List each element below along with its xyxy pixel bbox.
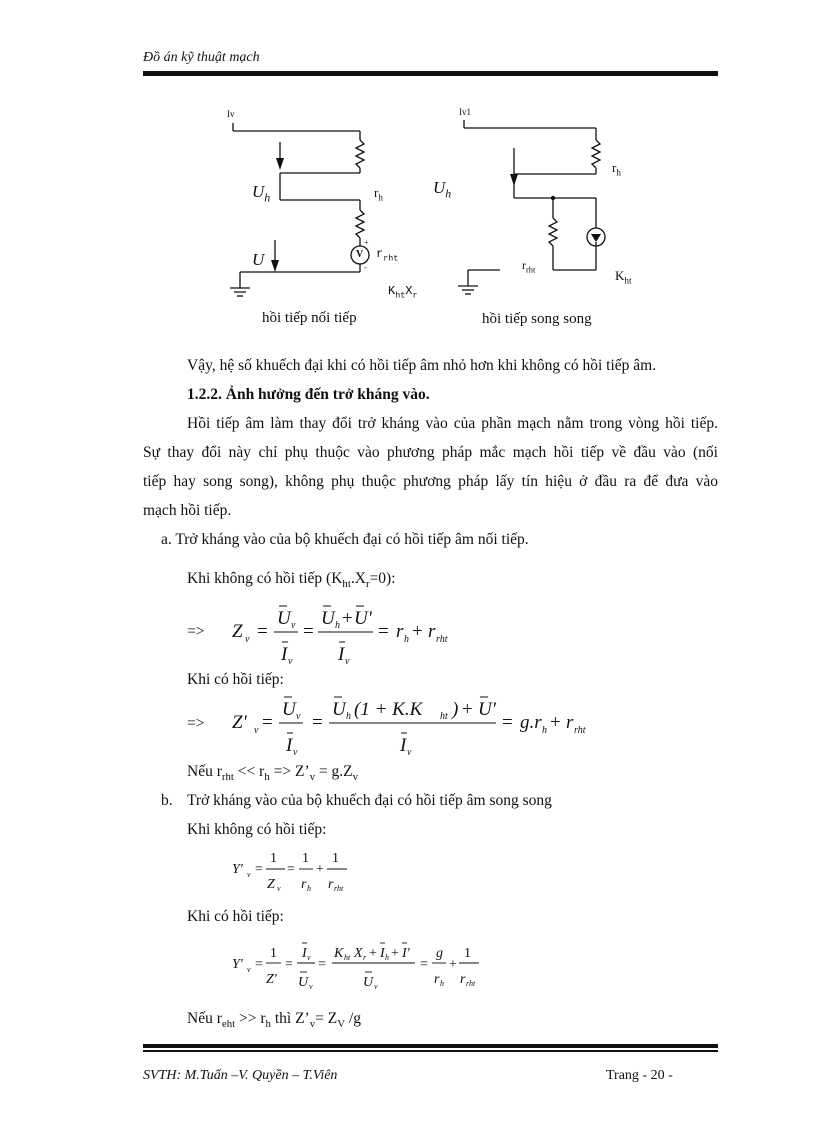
svg-text:v: v [277,884,281,893]
paragraph-line-3: tiếp hay song song), không phụ thuộc phương pháp lấy tín hiệu ở đầu ra để đưa vào [143,473,718,490]
svg-text:U: U [321,608,335,629]
svg-text:I: I [281,644,288,665]
item-a-heading: a. Trở kháng vào của bộ khuếch đại có hồi tiếp âm nối tiếp. [161,531,529,548]
page-number: Trang - 20 - [606,1068,673,1083]
svg-text:r: r [363,953,367,962]
svg-text:I: I [338,644,345,665]
svg-text:U: U [332,699,346,720]
with-feedback-b: Khi có hồi tiếp: [187,908,284,925]
item-b-heading: Trở kháng vào của bộ khuếch đại có hồi tiếp âm song song [187,792,552,809]
condition-a: Nếu $r_{rht} << r_h$ => $Z’_v = g.Z_v$ [187,763,359,784]
svg-text:h: h [440,979,444,988]
svg-text:+: + [449,957,457,972]
svg-text:1: 1 [302,851,309,866]
svg-text:rht: rht [334,884,344,893]
right-caption: hồi tiếp song song [482,311,592,327]
svg-text:=: = [255,862,263,877]
svg-text:U': U' [478,699,496,720]
svg-text:=: = [502,712,513,733]
svg-text:Z': Z' [266,972,277,987]
svg-text:+: + [550,712,561,733]
footer-rule-thin [143,1050,718,1052]
svg-text:rht: rht [436,634,448,645]
left-rh-label: $r_h$ [374,185,383,203]
formula-zv-prime [230,688,590,758]
right-rrht-resistor [549,218,557,246]
svg-text:1: 1 [464,946,471,961]
svg-text:U: U [363,975,374,990]
svg-text:=: = [287,862,295,877]
svg-text:ht: ht [344,953,351,962]
formula-yv-prime [230,938,490,994]
svg-text:1: 1 [332,851,339,866]
svg-text:v: v [254,725,259,736]
left-source-label: $K_{ht}X_r$ [388,284,418,301]
svg-text:=: = [257,621,268,642]
svg-text:r: r [301,877,307,892]
left-rrht-label: $r_{rht}$ [376,247,399,264]
svg-text:X: X [354,946,363,961]
svg-text:K: K [334,946,344,961]
svg-text:+: + [369,946,377,961]
paragraph-line-4: mạch hồi tiếp. [143,502,232,519]
svg-text:=: = [303,621,314,642]
no-feedback-a: Khi không có hồi tiếp $(K_{ht}.X_r=0)$: [187,570,396,591]
svg-text:v: v [293,747,298,758]
svg-text:h: h [404,634,409,645]
svg-text:v: v [291,620,296,631]
svg-text:v: v [345,656,350,667]
svg-text:h: h [307,884,311,893]
svg-text:U: U [277,608,291,629]
svg-text:Z': Z' [232,712,247,733]
no-feedback-b: Khi không có hồi tiếp: [187,821,327,838]
right-input-label: Iv1 [459,107,471,117]
paragraph-line-2: Sự thay đổi này chỉ phụ thuộc vào phương pháp mắc mạch hồi tiếp về đầu vào (nối [143,444,718,461]
condition-b: Nếu $r_{eht} >> r_h$ thì $Z’_v= Z_V$ /g [187,1010,361,1031]
left-caption: hồi tiếp nối tiếp [262,310,357,326]
svg-text:=: = [262,712,273,733]
svg-text:+: + [391,946,399,961]
right-rrht-label: $r_{rht}$ [522,258,536,275]
svg-text:+: + [316,862,324,877]
svg-text:v: v [288,656,293,667]
svg-text:I: I [302,946,307,961]
svg-text:g: g [436,946,443,961]
left-rh-resistor [356,140,364,168]
svg-text:v: v [374,982,378,991]
header-rule [143,71,718,76]
svg-text:+: + [412,621,423,642]
svg-text:h: h [335,620,340,631]
svg-text:r: r [396,621,404,642]
svg-text:h: h [385,953,389,962]
svg-text:I: I [400,735,407,756]
right-uh-label: $U_h$ [433,178,452,201]
svg-text:v: v [247,965,251,974]
svg-text:r: r [460,972,466,987]
right-rh-label: $r_h$ [612,160,621,178]
right-rh-resistor [592,140,600,168]
right-kht-label: $K_{ht}$ [615,268,632,286]
svg-text:v: v [407,747,412,758]
voltmeter-plus: + [364,238,369,247]
svg-text:r: r [434,972,440,987]
svg-text:=: = [255,957,263,972]
svg-text:=: = [285,957,293,972]
left-input-label: Iv [227,109,235,119]
svg-text:Y': Y' [232,957,243,972]
svg-text:=: = [318,957,326,972]
svg-text:=: = [312,712,323,733]
svg-text:(1 + K.K: (1 + K.K [354,699,423,720]
with-feedback-a: Khi có hồi tiếp: [187,671,284,688]
left-uh-label: $U_h$ [252,182,271,205]
arrow-2: => [187,715,205,732]
svg-text:1: 1 [270,851,277,866]
footer-authors: SVTH: M.Tuấn –V. Quyền – T.Viên [143,1068,338,1083]
svg-text:h: h [542,725,547,736]
svg-text:v: v [247,870,251,879]
paragraph-line-1: Hồi tiếp âm làm thay đổi trở kháng vào của phần mạch nằm trong vòng hồi tiếp. [187,415,718,432]
svg-text:rht: rht [466,979,476,988]
arrow-1: => [187,623,205,640]
svg-text:=: = [378,621,389,642]
voltmeter-minus: - [364,263,367,272]
svg-text:U: U [298,975,309,990]
svg-text:r: r [328,877,334,892]
svg-text:Y': Y' [232,862,243,877]
svg-text:v: v [307,953,311,962]
svg-text:ht: ht [440,711,448,722]
svg-text:1: 1 [270,946,277,961]
left-u-label: U [252,250,265,269]
svg-text:rht: rht [574,725,586,736]
svg-text:): ) [452,699,459,720]
svg-text:v: v [309,982,313,991]
svg-text:I: I [286,735,293,756]
svg-text:v: v [296,711,301,722]
conclusion-text: Vậy, hệ số khuếch đại khi có hồi tiếp âm nhỏ hơn khi không có hồi tiếp âm. [187,357,657,374]
formula-yv [230,845,390,895]
svg-text:v: v [245,634,250,645]
formula-zv [230,597,470,667]
svg-text:+: + [462,699,473,720]
svg-text:+: + [342,608,353,629]
svg-text:U': U' [354,608,372,629]
svg-text:I': I' [402,946,410,961]
footer-rule-thick [143,1044,718,1048]
feedback-circuit-figure [200,100,660,340]
svg-text:h: h [346,711,351,722]
left-rrht-resistor [356,210,364,238]
item-b-label: b. [161,792,173,809]
svg-text:r: r [566,712,574,733]
svg-text:r: r [428,621,436,642]
svg-text:g.r: g.r [520,712,542,733]
svg-text:U: U [282,699,296,720]
page-header-title: Đồ án kỹ thuật mạch [143,50,260,65]
svg-text:=: = [420,957,428,972]
section-title: 1.2.2. Ảnh hưởng đến trở kháng vào. [187,386,430,403]
svg-text:Z: Z [267,877,275,892]
voltmeter-label: V [356,249,364,260]
svg-text:Z: Z [232,621,243,642]
svg-text:I: I [380,946,385,961]
